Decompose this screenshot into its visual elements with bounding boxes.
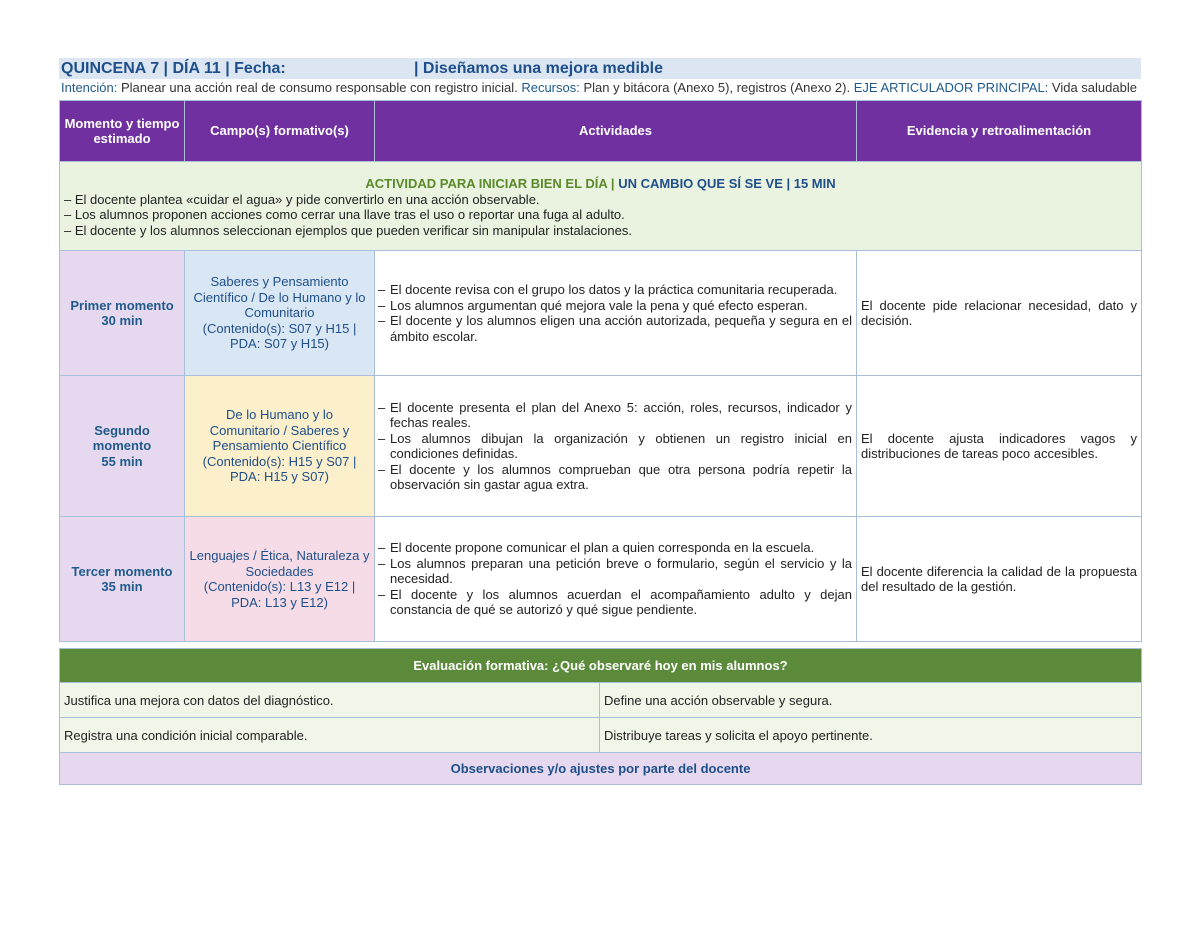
list-item: – Los alumnos preparan una petición breve o formulario, según el servicio y la necesidad. [378, 555, 852, 587]
campo-text: Saberes y Pensamiento Científico / De lo Humano y lo Comunitario [193, 274, 366, 321]
table-row [60, 683, 1142, 718]
list-item: – El docente propone comunicar el plan a quien corresponda en la escuela. [378, 540, 815, 556]
table-row [60, 718, 1142, 753]
title-left: QUINCENA 7 | DÍA 11 | Fecha: [61, 59, 286, 77]
moment-row-1 [60, 251, 1142, 376]
evaluation-item: Justifica una mejora con datos del diagnóstico. [60, 683, 600, 718]
plan-table [59, 100, 1142, 642]
actividades-cell [375, 517, 857, 642]
contenido-text: (Contenido(s): S07 y H15 | PDA: S07 y H15) [202, 320, 357, 352]
moment-name: Primer momento [70, 297, 174, 313]
col-momento: Momento y tiempo estimado [60, 101, 185, 162]
campo-cell [185, 251, 375, 376]
list-item: – El docente y los alumnos comprueban que otra persona podría repetir la observación sin gastar agua extra. [378, 461, 852, 492]
list-item: – Los alumnos argumentan qué mejora vale la pena y qué efecto esperan. [378, 297, 808, 313]
list-item: – Los alumnos dibujan la organización y obtienen un registro inicial en condiciones definidas. [378, 430, 852, 461]
moment-time: 30 min [101, 313, 143, 328]
activity-line: – Los alumnos proponen acciones como cerrar una llave tras el uso o reportar una fuga al adulto. [64, 207, 625, 222]
evidencia-cell: El docente diferencia la calidad de la propuesta del resultado de la gestión. [857, 517, 1142, 642]
moment-label [60, 517, 185, 642]
moment-time: 35 min [101, 579, 143, 594]
evaluation-item: Distribuye tareas y solicita el apoyo pertinente. [600, 718, 1142, 753]
eje-label: EJE ARTICULADOR PRINCIPAL: [853, 80, 1049, 95]
recursos-text: Plan y bitácora (Anexo 5), registros (Anexo 2). [579, 80, 854, 95]
evaluation-item: Define una acción observable y segura. [600, 683, 1142, 718]
contenido-text: (Contenido(s): L13 y E12 | PDA: L13 y E12) [203, 579, 356, 610]
activity-heading-blue: UN CAMBIO QUE SÍ SE VE | 15 MIN [618, 176, 836, 191]
moment-row-2 [60, 376, 1142, 517]
activity-line: – El docente plantea «cuidar el agua» y pide convertirlo en una acción observable. [64, 191, 540, 207]
activity-line: – El docente y los alumnos seleccionan ejemplos que pueden verificar sin manipular instalaciones. [64, 222, 632, 238]
actividades-cell [375, 251, 857, 376]
activity-heading [64, 176, 1137, 192]
contenido-text: (Contenido(s): H15 y S07 | PDA: H15 y S07) [202, 453, 357, 485]
list-item: – El docente y los alumnos eligen una acción autorizada, pequeña y segura en el ámbito escolar. [378, 313, 852, 344]
evaluation-title: Evaluación formativa: ¿Qué observaré hoy en mis alumnos? [60, 649, 1142, 683]
eje-text: Vida saludable [1048, 80, 1137, 95]
moment-row-3 [60, 517, 1142, 642]
evidencia-cell: El docente pide relacionar necesidad, dato y decisión. [857, 251, 1142, 376]
moment-label [60, 251, 185, 376]
table-header-row [60, 101, 1142, 162]
lesson-plan-page [59, 58, 1141, 785]
campo-cell [185, 517, 375, 642]
moment-name: Tercer momento [71, 563, 173, 579]
intencion-label: Intención: [61, 80, 118, 95]
intencion-text: Planear una acción real de consumo responsable con registro inicial. [117, 80, 522, 95]
intent-line [59, 80, 1141, 95]
evidencia-cell: El docente ajusta indicadores vagos y distribuciones de tareas poco accesibles. [857, 376, 1142, 517]
campo-text: De lo Humano y lo Comunitario / Saberes y Pensamiento Científico [209, 407, 350, 454]
moment-name: Segundo momento [92, 422, 152, 454]
list-item: – El docente revisa con el grupo los datos y la práctica comunitaria recuperada. [378, 282, 838, 297]
recursos-label: Recursos: [521, 80, 580, 95]
list-item: – El docente presenta el plan del Anexo 5: acción, roles, recursos, indicador y fechas reales. [378, 399, 852, 430]
actividades-cell [375, 376, 857, 517]
evaluation-table [59, 648, 1142, 785]
col-actividades: Actividades [375, 101, 857, 162]
evaluation-item: Registra una condición inicial comparable. [60, 718, 600, 753]
col-evidencia: Evidencia y retroalimentación [857, 101, 1142, 162]
campo-cell [185, 376, 375, 517]
observaciones-heading: Observaciones y/o ajustes por parte del docente [60, 753, 1142, 785]
activity-cell [60, 162, 1142, 251]
page-title [59, 58, 1141, 79]
title-right: | Diseñamos una mejora medible [414, 59, 663, 77]
list-item: – El docente y los alumnos acuerdan el acompañamiento adulto y dejan constancia de qué se autorizó y qué sigue pendiente. [378, 586, 852, 618]
col-campo: Campo(s) formativo(s) [185, 101, 375, 162]
moment-time: 55 min [101, 453, 143, 469]
moment-label [60, 376, 185, 517]
activity-heading-green: ACTIVIDAD PARA INICIAR BIEN EL DÍA | [365, 176, 619, 191]
campo-text: Lenguajes / Ética, Naturaleza y Sociedades [189, 548, 370, 579]
activity-row [60, 162, 1142, 251]
